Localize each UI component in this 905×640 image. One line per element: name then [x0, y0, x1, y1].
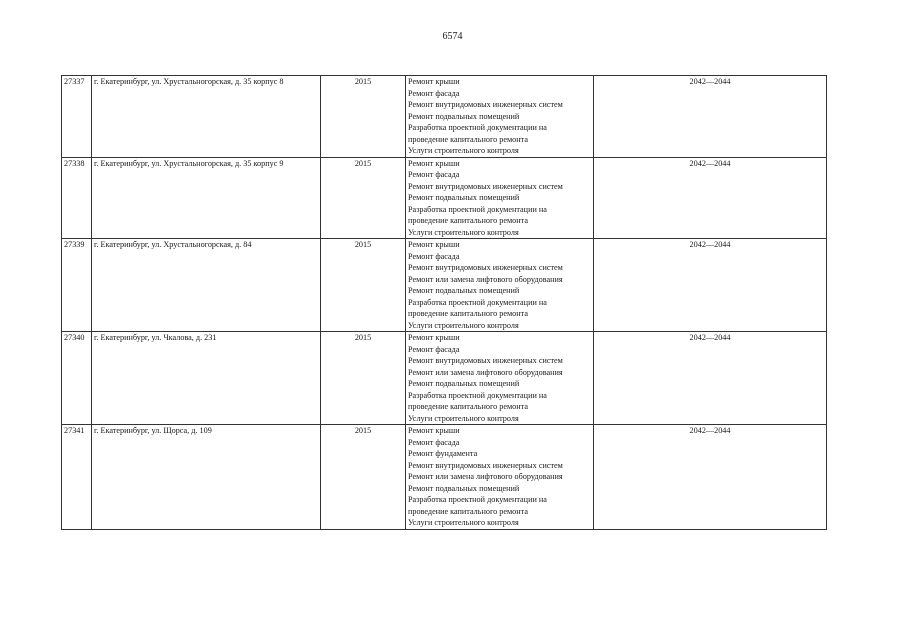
work-item: Ремонт крыши — [408, 77, 460, 86]
work-item: Ремонт или замена лифтового оборудования — [408, 472, 563, 481]
work-item: Ремонт крыши — [408, 158, 460, 168]
work-item: Ремонт фасада — [408, 344, 460, 354]
row-works — [406, 332, 594, 425]
work-item: Услуги строительного контроля — [408, 320, 519, 330]
table-row — [62, 239, 827, 332]
work-item: Ремонт внутридомовых инженерных систем — [408, 100, 563, 109]
work-item: Ремонт крыши — [408, 240, 460, 249]
row-period: 2042—2044 — [594, 332, 827, 425]
work-item: Ремонт фундамента — [408, 449, 478, 458]
row-address: г. Екатеринбург, ул. Чкалова, д. 231 — [92, 332, 321, 425]
work-item: Ремонт фасада — [408, 437, 460, 447]
work-item: Ремонт подвальных помещений — [408, 193, 520, 202]
row-address: г. Екатеринбург, ул. Хрустальногорская, д. 35 корпус 8 — [92, 76, 321, 158]
work-item: Ремонт подвальных помещений — [408, 111, 520, 121]
row-number: 27338 — [62, 157, 92, 239]
row-works — [406, 76, 594, 158]
work-item: Ремонт подвальных помещений — [408, 379, 520, 388]
page-number: 6574 — [442, 31, 463, 42]
row-period: 2042—2044 — [594, 76, 827, 158]
work-item: Разработка проектной документации на — [408, 297, 547, 307]
row-period: 2042—2044 — [594, 425, 827, 530]
work-item: Ремонт фасада — [408, 88, 460, 98]
work-item: Ремонт фасада — [408, 170, 460, 179]
work-item: Услуги строительного контроля — [408, 518, 519, 527]
table-row — [62, 157, 827, 239]
row-period: 2042—2044 — [594, 157, 827, 239]
work-item: проведение капитального ремонта — [408, 309, 528, 318]
row-address: г. Екатеринбург, ул. Хрустальногорская, д. 35 корпус 9 — [92, 157, 321, 239]
work-item: Услуги строительного контроля — [408, 227, 519, 237]
work-item: проведение капитального ремонта — [408, 402, 528, 411]
work-item: Услуги строительного контроля — [408, 413, 519, 423]
work-item: Разработка проектной документации на — [408, 495, 547, 504]
row-number: 27340 — [62, 332, 92, 425]
work-item: Разработка проектной документации на — [408, 204, 547, 214]
work-item: Ремонт внутридомовых инженерных систем — [408, 460, 563, 470]
row-year: 2015 — [321, 239, 406, 332]
row-year: 2015 — [321, 157, 406, 239]
table-row — [62, 76, 827, 158]
work-item: Ремонт или замена лифтового оборудования — [408, 367, 563, 377]
row-number: 27341 — [62, 425, 92, 530]
row-address: г. Екатеринбург, ул. Щорса, д. 109 — [92, 425, 321, 530]
row-works — [406, 157, 594, 239]
work-item: Ремонт фасада — [408, 251, 460, 261]
row-year: 2015 — [321, 76, 406, 158]
table-row — [62, 425, 827, 530]
table-row — [62, 332, 827, 425]
work-item: Разработка проектной документации на — [408, 123, 547, 132]
work-item: Ремонт подвальных помещений — [408, 286, 520, 295]
work-item: Ремонт подвальных помещений — [408, 483, 520, 493]
work-item: Ремонт крыши — [408, 333, 460, 342]
row-works — [406, 425, 594, 530]
work-item: Разработка проектной документации на — [408, 390, 547, 400]
work-item: проведение капитального ремонта — [408, 134, 528, 144]
row-number: 27337 — [62, 76, 92, 158]
repair-schedule-table — [61, 75, 827, 530]
work-item: Ремонт внутридомовых инженерных систем — [408, 356, 563, 365]
row-period: 2042—2044 — [594, 239, 827, 332]
work-item: Ремонт внутридомовых инженерных систем — [408, 263, 563, 272]
row-year: 2015 — [321, 425, 406, 530]
row-number: 27339 — [62, 239, 92, 332]
row-address: г. Екатеринбург, ул. Хрустальногорская, д. 84 — [92, 239, 321, 332]
work-item: проведение капитального ремонта — [408, 506, 528, 516]
work-item: Ремонт крыши — [408, 426, 460, 435]
work-item: Ремонт внутридомовых инженерных систем — [408, 181, 563, 191]
work-item: проведение капитального ремонта — [408, 216, 528, 225]
work-item: Ремонт или замена лифтового оборудования — [408, 274, 563, 284]
row-works — [406, 239, 594, 332]
table-body — [62, 76, 827, 530]
row-year: 2015 — [321, 332, 406, 425]
work-item: Услуги строительного контроля — [408, 146, 519, 155]
